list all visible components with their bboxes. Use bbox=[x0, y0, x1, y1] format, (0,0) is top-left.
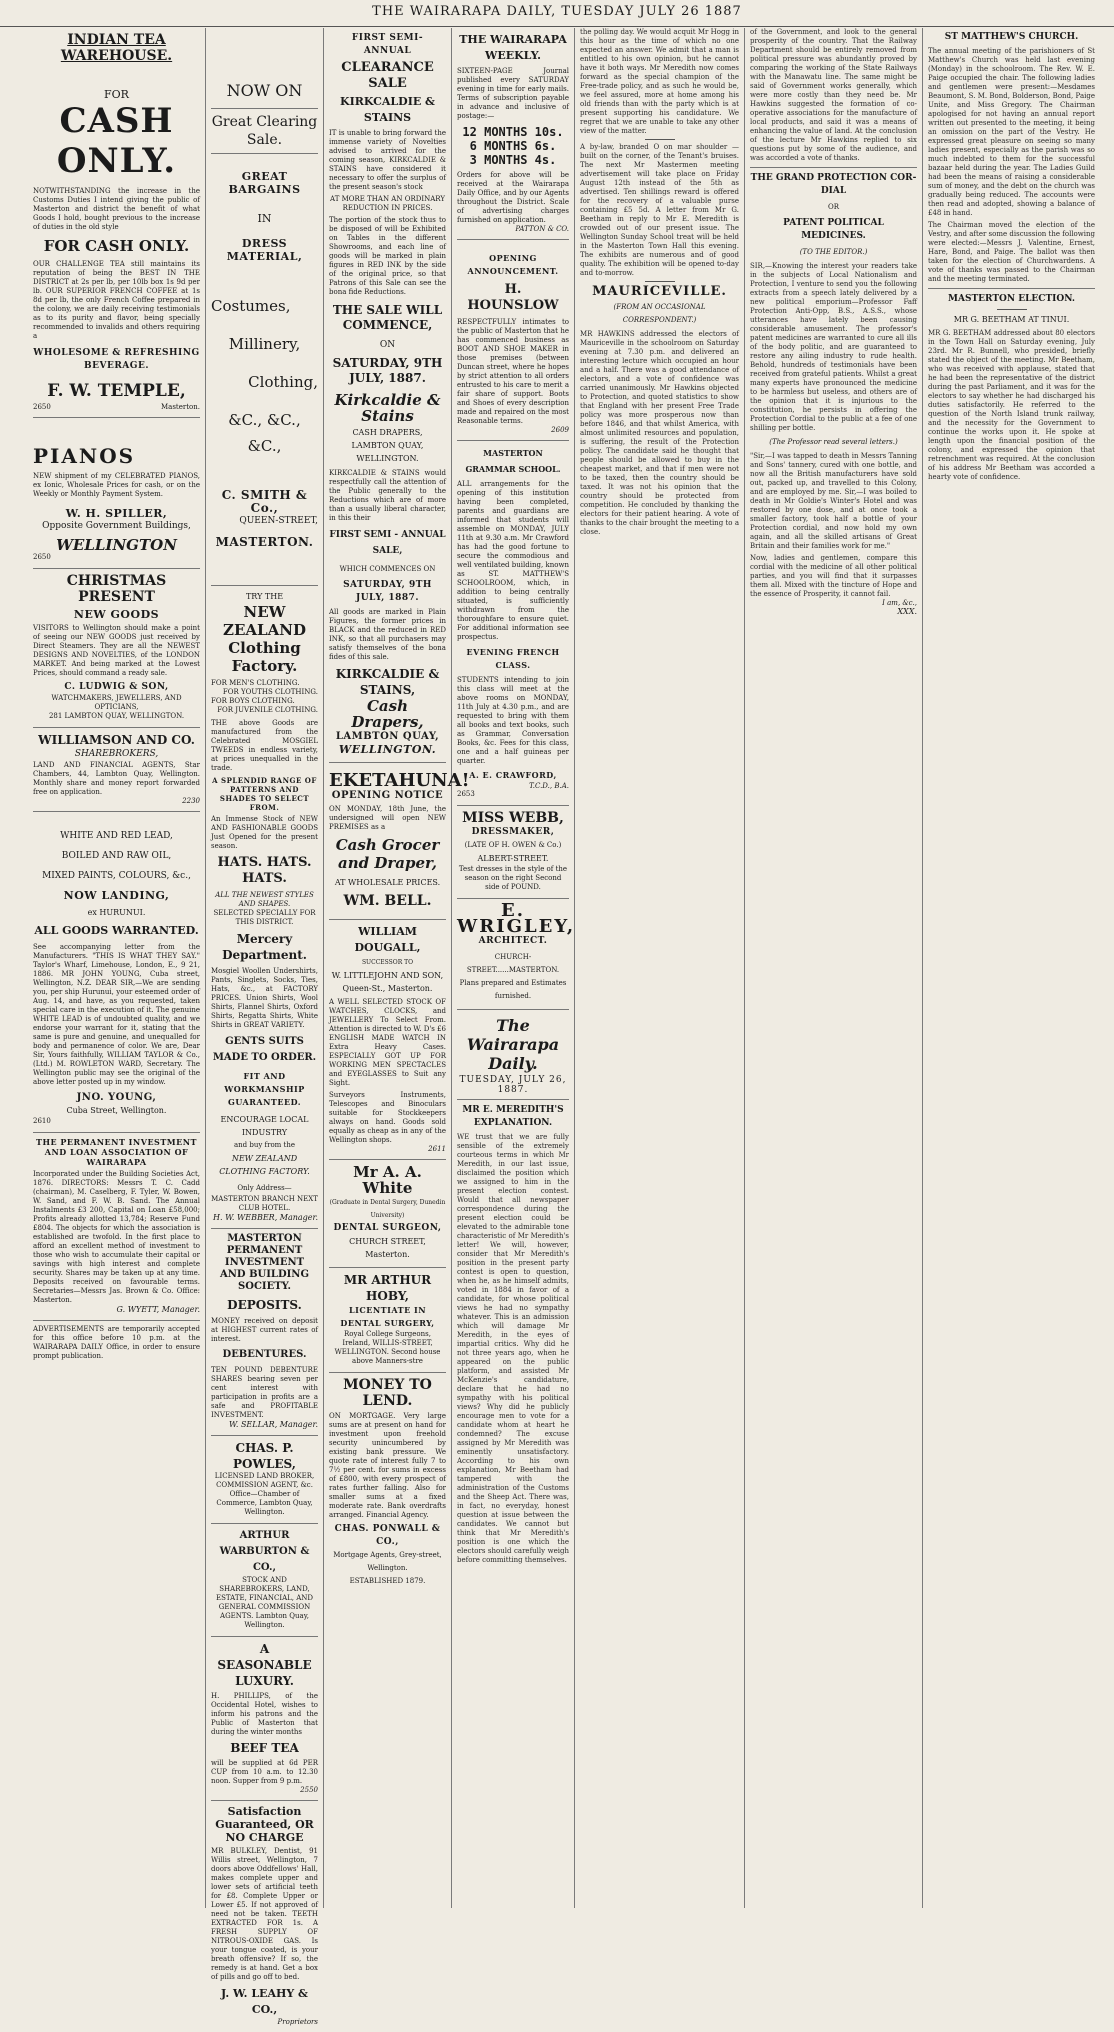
ad-headline: FOR CASH ONLY. bbox=[43, 237, 190, 255]
article-body: A by-law, branded O on mar shoulder — built on the corner, of the Tenant's bruises. The next Mr Mastermen meeting advertisement will take place on Friday August 12th instead of the 5th as advertised. Ten shillings reward is offered for the recovery of a valuable purse containing £5 5d. A letter from Mr G. Beetham in reply to Mr E. Meredith is crowded out of our present issue. The Wellington Sunday School treat will be held in the Masterton Town Hall this evening. The exhibits are numerous and of good quality. The exhibition will be opened to-day and to-morrow. bbox=[580, 143, 739, 277]
dateline: TUESDAY, JULY 26, 1887. bbox=[459, 1075, 567, 1095]
ad-body: OUR CHALLENGE TEA still maintains its reputation of being the BEST IN THE DISTRICT at 2s per lb, per 10lb box 1s 9d per lb. OUR SUPERIOR FRENCH COFFEE at 1s 8d per lb, the only French Coffee prepared in the colony, we are daily receiving testimonials as to its purity and flavor, being specially recommended to invalids and others requiring a bbox=[33, 260, 200, 340]
ad-body: STUDENTS intending to join this class will meet at the above rooms on MONDAY, 11th July at 4.30 p.m., and are requested to bring with them all books and text books, such as Grammar, Conversation Books, &c. Fees for this class, one and a half guineas per quarter. bbox=[457, 676, 569, 765]
ad-town: WELLINGTON. bbox=[356, 454, 419, 463]
ad-text: ex HURUNUI. bbox=[87, 908, 146, 917]
ad-text: Queen-St., Masterton. bbox=[342, 984, 433, 993]
ad-advertiser: F. W. TEMPLE, bbox=[47, 381, 186, 401]
ad-place: Masterton. bbox=[161, 403, 200, 411]
ad-advertiser: W. H. SPILLER, bbox=[65, 507, 168, 520]
ad-headline: Great Clearing Sale. bbox=[211, 114, 318, 148]
ad-ref: 2650 bbox=[33, 553, 51, 561]
ad-wairarapa-weekly bbox=[457, 28, 569, 240]
ad-dentist-bulkley bbox=[211, 1801, 318, 2032]
ad-text: Opposite Government Buildings, bbox=[42, 521, 191, 531]
ad-body: RESPECTFULLY intimates to the public of Masterton that he has commenced business as BOOT AND SHOE MAKER in those premises (between Duncan street, where he hopes by strict attention to all orders entrusted to his care to merit a fair share of support. Boots and Shoes of every description made and repaired on the most Reasonable terms. bbox=[457, 318, 569, 425]
ad-text: WHITE AND RED LEAD, bbox=[60, 831, 173, 841]
article-body: MR HAWKINS addressed the electors of Mauriceville in the schoolroom on Saturday evening at 7.30 p.m. and delivered an interesting lecture which occupied an hour and a half. There was a good attendance of electors, and a vote of confidence was carried unanimously. Mr Hawkins objected to Protection, and quoted statistics to show that England with her present Free Trade policy was more prosperous now than before 1846, and that whilst America, with almost unlimited resources and population, is suffering, the result of the Protection policy. The candidate said he thought that people should be allowed to buy in the cheapest market, and that if men were not to be taxed, then the country should be taxed. It was not his opinion that the country should be protected from competition. He concluded by thanking the electors for their patient hearing. A vote of thanks to the chair brought the meeting to a close. bbox=[580, 330, 739, 536]
ad-body: LAND AND FINANCIAL AGENTS, Star Chambers, 44, Lambton Quay, Wellington. Monthly share and money report forwarded free on application. bbox=[33, 761, 200, 796]
ad-title: OPENING ANNOUNCEMENT. bbox=[467, 253, 559, 276]
ad-text: IN bbox=[257, 212, 272, 225]
ad-body: Royal College Surgeons, Ireland, WILLIS-STREET, WELLINGTON. Second house above Manners-stre bbox=[334, 1330, 441, 1365]
ad-text: Costumes, bbox=[211, 297, 291, 315]
ad-text: ENCOURAGE LOCAL INDUSTRY bbox=[220, 1115, 309, 1137]
ad-signature: H. W. WEBBER, Manager. bbox=[213, 1213, 318, 1222]
ad-christmas-present bbox=[33, 569, 200, 728]
ad-body: VISITORS to Wellington should make a point of seeing our NEW GOODS just received by Direct Steamers. They are all the NEWEST DESIGNS AND NOVELTIES, of the LONDON MARKET. And being marked at the Lowest Prices, should command a ready sale. bbox=[33, 624, 200, 677]
ad-signature: PATTON & CO. bbox=[515, 225, 569, 233]
ad-ref: 2230 bbox=[182, 797, 200, 805]
ad-headline: BEEF TEA bbox=[230, 1741, 299, 1755]
ad-text: FIT AND WORKMANSHIP GUARANTEED. bbox=[224, 1071, 305, 1107]
ad-title: A SEASONABLE LUXURY. bbox=[217, 1642, 312, 1688]
ad-body: ON MORTGAGE. Very large sums are at present on hand for investment upon freehold security unincumbered by existing bank pressure. We quote rate of interest fully 7 to 7½ per cent. for sums in excess of £800, with every prospect of rates further falling. Also for smaller sums at a fixed moderate rate. Bank overdrafts arranged. Financial Agency. bbox=[329, 1412, 446, 1519]
ad-body: STOCK AND SHAREBROKERS, LAND, ESTATE, FINANCIAL, AND GENERAL COMMISSION AGENTS. Lambton Quay, Wellington. bbox=[215, 1576, 314, 1629]
ad-body: ON MONDAY, 18th June, the undersigned will open NEW PREMISES as a bbox=[329, 805, 446, 831]
ad-body: A WELL SELECTED STOCK OF WATCHES, CLOCKS, and JEWELLERY To Select From. Attention is directed to W. D's £6 ENGLISH MADE WATCH IN Extra Heavy Cases. ESPECIALLY GOT UP FOR WORKING MEN SPECTACLES and EYEGLASSES to Suit any Sight. bbox=[329, 998, 446, 1087]
ad-title: WILLIAMSON AND CO. bbox=[38, 733, 195, 747]
ad-body: H. PHILLIPS, of the Occidental Hotel, wishes to inform his patrons and the Public of Masterton that during the winter months bbox=[211, 1692, 318, 1736]
ad-advertiser: MISS WEBB, bbox=[462, 810, 564, 826]
article-title: MR E. MEREDITH'S EXPLANATION. bbox=[462, 1105, 564, 1128]
ad-ref: 2550 bbox=[300, 1786, 318, 1794]
ad-text: Mortgage Agents, Grey-street, Wellington. bbox=[333, 1551, 442, 1572]
ad-text: ON bbox=[379, 340, 396, 350]
ad-body: An Immense Stock of NEW AND FASHIONABLE GOODS Just Opened for the present season. bbox=[211, 815, 318, 850]
ad-headline: DEBENTURES. bbox=[222, 1349, 307, 1360]
ad-headline: THE SALE WILL COMMENCE, bbox=[332, 303, 443, 332]
ad-advertiser: KIRKCALDIE & STAINS, bbox=[335, 667, 440, 697]
ad-body: ADVERTISEMENTS are temporarily accepted for this office before 10 p.m. at the WAIRARAPA DAILY Office, in order to ensure prompt publication. bbox=[33, 1325, 200, 1360]
article-title: MAURICEVILLE. bbox=[592, 284, 727, 299]
ad-body: Test dresses in the style of the season on the right Second side of POUND. bbox=[458, 865, 568, 891]
ad-text: AT MORE THAN AN ORDINARY REDUCTION IN PRICES. bbox=[330, 195, 445, 212]
ad-body: Surveyors Instruments, Telescopes and Binoculars suitable for Stockkeepers always on hand. Goods sold equally as cheap as in any of the Wellington shops. bbox=[329, 1091, 446, 1144]
article-body: The annual meeting of the parishioners of St Matthew's Church was held last evening (Monday) in the schoolroom. The Rev. W. E. Paige occupied the chair. The following ladies and gentlemen were present:—Mesdames Beaumont, S. M. Bond, Bolderson, Bond, Paige Unite, and Miss Gregory. The Chairman apologised for not having an annual report written out presented to the meeting, it being an omission on the part of the Vestry. He expressed great pleasure on seeing so many ladies present, especially as the parish was so much indebted to them for the successful bazaar held during the year. The Ladies Guild had been the means of raising a considerable sum of money, and the debt on the church was gradually being reduced. The accounts were then read and adopted, showing a balance of £48 in hand. bbox=[928, 47, 1095, 217]
article-title: MASTERTON ELECTION. bbox=[948, 294, 1075, 304]
ad-headline: CASH ONLY. bbox=[56, 101, 177, 181]
ad-body: SIXTEEN-PAGE Journal published every SATURDAY evening in time for early mails. Terms of subscription payable in advance and inclusive of postage:— bbox=[457, 67, 569, 120]
ad-text: OPENING NOTICE bbox=[331, 790, 444, 801]
column-5 bbox=[575, 28, 745, 1908]
ad-headline: ALL GOODS WARRANTED. bbox=[34, 924, 199, 937]
ad-text: GREAT BARGAINS bbox=[228, 170, 301, 196]
ad-text: W. LITTLEJOHN AND SON, bbox=[331, 971, 444, 980]
ad-text: MASTERTON BRANCH NEXT CLUB HOTEL. bbox=[211, 1195, 318, 1212]
ad-money-to-lend bbox=[329, 1373, 446, 1594]
ad-town: WELLINGTON bbox=[56, 536, 177, 554]
ad-advertiser: KIRKCALDIE & STAINS bbox=[340, 95, 435, 124]
ad-text: (LATE OF H. OWEN & Co.) bbox=[464, 841, 562, 849]
ad-headline: EVENING FRENCH CLASS. bbox=[466, 647, 560, 670]
ad-text: Plans prepared and Estimates furnished. bbox=[459, 979, 567, 1000]
ad-body: LICENSED LAND BROKER, COMMISSION AGENT, &c. Office—Chamber of Commerce, Lambton Quay, Wellington. bbox=[214, 1472, 315, 1516]
ad-kirkcaldie-stains bbox=[329, 28, 446, 763]
ad-title: THE WAIRARAPA WEEKLY. bbox=[459, 33, 567, 62]
ad-advertiser: J. W. LEAHY & CO., bbox=[221, 1987, 308, 2016]
article-body: Now, ladies and gentlemen, compare this cordial with the medicine of all other political parties, and you will find that it surpasses them all. Mixed with the tincture of Hope and the essence of Prosperity, it cannot fail. bbox=[750, 554, 917, 598]
article-signoff: I am, &c., bbox=[882, 599, 917, 607]
ad-text: Clothing, bbox=[248, 373, 318, 391]
ad-rate: 6 MONTHS 6s. bbox=[469, 139, 557, 153]
ad-town: WELLINGTON. bbox=[338, 743, 437, 756]
ad-body: will be supplied at 6d PER CUP from 10 a.m. to 12.30 noon. Supper from 9 p.m. bbox=[211, 1759, 318, 1785]
ad-title: MASTERTON PERMANENT INVESTMENT AND BUILDING SOCIETY. bbox=[220, 1233, 309, 1292]
ad-advertiser: H. HOUNSLOW bbox=[467, 282, 559, 313]
ad-text: DRESSMAKER, bbox=[471, 827, 555, 837]
ad-headline: Cash Grocer and Draper, bbox=[335, 836, 440, 872]
ad-advertiser: E. WRIGLEY, bbox=[457, 900, 576, 937]
ad-body: MONEY received on deposit at HIGHEST current rates of interest. bbox=[211, 1317, 318, 1343]
ad-title: THE PERMANENT INVESTMENT AND LOAN ASSOCIATION OF WAIRARAPA bbox=[36, 1137, 197, 1167]
ad-text: SELECTED SPECIALLY FOR THIS DISTRICT. bbox=[213, 909, 316, 926]
ad-pianos bbox=[33, 418, 200, 569]
ad-town: MASTERTON. bbox=[215, 535, 314, 549]
ad-body: See accompanying letter from the Manufacturers. "THIS IS WHAT THEY SAY." Taylor's Wharf, Limehouse, London, E., 9 21, 1886. MR JOHN YOUNG, Cuba street, Wellington, N.Z. DEAR SIR,—We are sending you, per ship Hurunui, your esteemed order of Aug. 14, and have, as you requested, taken special care in the execution of it. The genuine WHITE LEAD is of undoubted quality, and we endorse your warrant for it, stating that the same is pure and genuine, and unequalled for body and permanence of color. We are, Dear Sir, Yours faithfully, WILLIAM TAYLOR & Co., (Ltd.) M. ROWLETON WARD, Secretary. The Wellington public may see the original of the above letter posted up in my window. bbox=[33, 943, 200, 1086]
ad-indian-tea-warehouse bbox=[33, 28, 200, 418]
ad-advertiser: A. E. CRAWFORD, bbox=[469, 770, 557, 780]
ad-title: EKETAHUNA! bbox=[329, 770, 470, 791]
ad-text: CHURCH STREET, Masterton. bbox=[349, 1237, 426, 1259]
ad-text: LICENTIATE IN DENTAL SURGERY, bbox=[340, 1305, 435, 1328]
newspaper-nameplate: The Wairarapa Daily. bbox=[466, 1016, 560, 1073]
ad-body: TEN POUND DEBENTURE SHARES bearing seven per cent interest with participation in profits are a safe and PROFITABLE INVESTMENT. bbox=[211, 1366, 318, 1419]
ad-body: NOTWITHSTANDING the increase in the Customs Duties I intend giving the public of Masterton and district the benefit of what Goods I hold, bought previous to the increase of duties in the old style bbox=[33, 187, 200, 231]
ad-text: FOR MEN'S CLOTHING. bbox=[211, 679, 300, 687]
ad-text: 281 LAMBTON QUAY, WELLINGTON. bbox=[48, 712, 185, 720]
ad-text: DRESS MATERIAL, bbox=[226, 237, 303, 263]
ad-williamson bbox=[33, 728, 200, 812]
ad-rate: 3 MONTHS 4s. bbox=[469, 153, 557, 167]
ad-text: NOW LANDING, bbox=[63, 889, 170, 902]
ad-advertiser: Kirkcaldie & Stains bbox=[334, 391, 441, 425]
ad-body: Incorporated under the Building Societies Act, 1876. DIRECTORS: Messrs T. C. Cadd (chairman), M. Caselberg, F. Tyler, W. Bowen, W. Sand, and F. W. B. Sand. The Annual Instalments £3 200, Capital on Loan £58,000; Profits already allotted 13,784; Reserve Fund £804. The objects for which the association is established are twofold. In the first place to afford an excellent method of investment to those who wish to accumulate their capital or savings with high interest and complete security. Shares may be taken up at any time. Deposits received on favourable terms. Secretaries—Messrs Jas. Brown & Co. Office: Masterton. bbox=[33, 1170, 200, 1304]
ad-text: SATURDAY, 9TH JULY, 1887. bbox=[343, 580, 432, 603]
ad-text: FOR bbox=[104, 88, 129, 101]
ad-advertiser: JNO. YOUNG, bbox=[76, 1092, 157, 1103]
ad-title: Satisfaction Guaranteed, OR NO CHARGE bbox=[215, 1805, 314, 1844]
ad-text: DENTAL SURGEON, bbox=[333, 1223, 442, 1233]
ad-body: Mosgiel Woollen Undershirts, Pants, Singlets, Socks, Ties, Hats, &c., at FACTORY PRICES. Union Shirts, Wool Shirts, Flannel Shirts, Oxford Shirts, Regatta Shirts, White Shirts in GREAT VARIETY. bbox=[211, 967, 318, 1029]
ad-text: WHOLESOME & REFRESHING BEVERAGE. bbox=[33, 348, 200, 371]
editorial-section bbox=[457, 1016, 569, 1565]
article-body: SIR,—Knowing the interest your readers take in the subjects of Local Nationalism and Protection, I venture to send you the following extracts from a speech lately delivered by a new political emporium—Professor Faff Protection Anti-Opp, B.S., A.S.S., whose utterances have lately been causing considerable amusement. The professor's patent medicines are warranted to cure all ills of the body politic, and are guaranteed to restore any ailing industry to rude health. Behold, hundreds of testimonials have been received from grateful patients. Whilst a great many experts have pronounced the medicine to be harmless but useless, and others are of the opinion that it is injurious to the constitution, he persists in offering the Protection Cordial to the public at a fee of one shilling per bottle. bbox=[750, 262, 917, 432]
ad-white-lead bbox=[33, 812, 200, 1133]
ad-text: FOR JUVENILE CLOTHING. bbox=[217, 706, 318, 714]
ad-ref: 2653 bbox=[457, 790, 475, 798]
ad-signature: G. WYETT, Manager. bbox=[116, 1305, 200, 1314]
ad-hounslow bbox=[457, 240, 569, 441]
ad-advertiser: C. LUDWIG & SON, bbox=[64, 682, 169, 692]
newspaper-masthead: THE WAIRARAPA DAILY, TUESDAY JULY 26 1887 bbox=[0, 0, 1114, 27]
ad-body: NEW shipment of my CELEBRATED PIANOS, ex Ionic, Wholesale Prices for cash, or on the Weekly or Monthly Payment System. bbox=[33, 472, 200, 498]
ad-title: PIANOS bbox=[33, 444, 136, 468]
ad-building-society bbox=[211, 1229, 318, 1436]
newspaper-page bbox=[28, 28, 1100, 2026]
ad-text: CHURCH-STREET......MASTERTON. bbox=[466, 953, 560, 974]
article-aside: (The Professor read several letters.) bbox=[769, 438, 898, 446]
ad-body: MR BULKLEY, Dentist, 91 Willis street, Wellington, 7 doors above Oddfellows' Hall, makes complete upper and lower sets of artificial teeth for £8. Complete Upper or Lower £5. If not approved of need not be taken. TEETH EXTRACTED FOR 1s. A FRESH SUPPLY OF NITROUS-OXIDE GAS. Is your tongue coated, is your breath offensive? If so, the remedy is at hand. Get a box of pills and go off to bed. bbox=[211, 1847, 318, 1981]
ad-headline: Mercery Department. bbox=[222, 932, 307, 962]
ad-body: The portion of the stock thus to be disposed of will be Exhibited on Tables in the different Showrooms, and each line of goods will be marked in plain figures in RED INK by the side of the original price, so that Patrons of this Sale can see the bona fide Reductions. bbox=[329, 216, 446, 296]
ad-body: Orders for above will be received at the Wairarapa Daily Office, and by our Agents throughout the District. Scale of advertising charges furnished on application. bbox=[457, 171, 569, 224]
ad-text: FOR YOUTHS CLOTHING. bbox=[222, 688, 318, 696]
ad-advertiser: MR ARTHUR HOBY, bbox=[343, 1273, 432, 1303]
ad-text: CASH DRAPERS, bbox=[352, 428, 423, 437]
ad-text: SHAREBROKERS, bbox=[74, 749, 159, 759]
ad-text: &C., &C., &C., bbox=[228, 411, 301, 455]
ad-headline: SATURDAY, 9TH JULY, 1887. bbox=[332, 356, 443, 385]
ad-text: NEW GOODS bbox=[73, 608, 160, 621]
ad-wrigley bbox=[457, 899, 576, 1010]
ad-seasonable-luxury bbox=[211, 1637, 318, 1801]
article-subtitle: OR bbox=[827, 203, 839, 211]
ad-body: KIRKCALDIE & STAINS would respectfully call the attention of the Public generally to the Reductions which are of more than a usually liberal character, in this their bbox=[329, 469, 446, 522]
ad-text: MIXED PAINTS, COLOURS, &c., bbox=[42, 871, 191, 881]
ad-text: SUCCESSOR TO bbox=[361, 959, 414, 966]
ad-title: MONEY TO LEND. bbox=[343, 1377, 432, 1409]
ad-text: ALBERT-STREET. bbox=[477, 854, 549, 863]
ad-title: INDIAN TEA WAREHOUSE. bbox=[60, 32, 173, 64]
ad-text: ARCHITECT. bbox=[478, 936, 548, 946]
ad-dentist-white bbox=[329, 1160, 446, 1268]
ad-text: Proprietors bbox=[277, 2018, 318, 2026]
ad-text: Only Address— bbox=[237, 1184, 292, 1192]
ad-text: QUEEN-STREET, bbox=[239, 516, 318, 526]
column-4 bbox=[452, 28, 575, 1908]
ad-text: ESTABLISHED 1879. bbox=[349, 1577, 426, 1585]
ad-text: TRY THE bbox=[245, 592, 284, 601]
ad-advertiser: CHAS. P. POWLES, bbox=[233, 1441, 296, 1471]
ad-text: NEW ZEALAND CLOTHING FACTORY. bbox=[219, 1154, 310, 1176]
ad-text: WATCHMAKERS, JEWELLERS, AND OPTICIANS, bbox=[51, 694, 182, 711]
ad-ref: 2650 bbox=[33, 403, 51, 411]
ad-text: Millinery, bbox=[228, 335, 301, 353]
ad-ref: 2611 bbox=[428, 1145, 446, 1153]
ad-title: CLEARANCE SALE bbox=[341, 60, 434, 91]
ad-text: ALL THE NEWEST STYLES AND SHAPES. bbox=[215, 891, 314, 908]
column-6 bbox=[745, 28, 923, 1908]
article-byline: (FROM AN OCCASIONAL CORRESPONDENT.) bbox=[613, 303, 706, 324]
article-body: of the Government, and look to the general prosperity of the country. That the Railway Department should be entirely removed from political pressure was abundantly proved by comparing the working of the State Railways with the Manawatu line. The same might be said of Government works generally, which were more costly than they need be. Mr Hawkins suggested the formation of co-operative associations for the manufacture of local products, and said it was a means of enhancing the value of land. At the conclusion of the lecture Mr Hawkins replied to six questions put by some of the audience, and was accorded a vote of thanks. bbox=[750, 28, 917, 162]
ad-headline: GENTS SUITS MADE TO ORDER. bbox=[212, 1036, 317, 1063]
ad-advertiser: Mr A. A. White bbox=[353, 1163, 422, 1197]
ad-title: MASTERTON GRAMMAR SCHOOL. bbox=[465, 448, 561, 474]
ad-grammar-school bbox=[457, 441, 569, 806]
ad-headline: DEPOSITS. bbox=[227, 1298, 302, 1312]
ad-rate: 12 MONTHS 10s. bbox=[462, 125, 564, 139]
ad-miss-webb bbox=[457, 806, 569, 899]
ad-text: LAMBTON QUAY, bbox=[335, 731, 440, 742]
column-7 bbox=[923, 28, 1100, 1908]
ad-text: BOILED AND RAW OIL, bbox=[61, 851, 172, 861]
ad-clearing-sale bbox=[211, 28, 318, 586]
ad-text: T.C.D., B.A. bbox=[529, 782, 569, 790]
ad-text: NOW ON bbox=[226, 81, 303, 100]
ad-text: LAMBTON QUAY, bbox=[351, 441, 424, 450]
ad-text: Cash Drapers, bbox=[351, 697, 424, 731]
article-title: ST MATTHEW'S CHURCH. bbox=[944, 32, 1079, 42]
article-title: THE GRAND PROTECTION COR-DIAL bbox=[750, 173, 917, 196]
article-body: The Chairman moved the election of the Vestry, and after some discussion the following were elected:—Messrs J. Valentine, Ernest, Hare, Bond, and Paige. The ballot was then taken for the election of Churchwardens. A vote of thanks was passed to the Chairman and the meeting terminated. bbox=[928, 221, 1095, 283]
ad-headline: HATS. HATS. HATS. bbox=[217, 855, 312, 886]
ad-text: WHICH COMMENCES ON bbox=[339, 565, 436, 573]
ad-body: IT is unable to bring forward the immense variety of Novelties advised to arrived for the coming season, KIRKCALDIE & STAINS have considered it necessary to offer the surplus of the present season's stock bbox=[329, 129, 446, 191]
ad-advertiser: WILLIAM DOUGALL, bbox=[354, 925, 421, 954]
ad-dentist-hoby bbox=[329, 1268, 446, 1373]
ad-ref: 2609 bbox=[551, 426, 569, 434]
ad-clothing-factory bbox=[211, 586, 318, 1229]
ad-body: THE above Goods are manufactured from the Celebrated MOSGIEL TWEEDS in endless variety, at prices unequalled in the trade. bbox=[211, 719, 318, 772]
ad-body: All goods are marked in Plain Figures, the former prices in BLACK and the reduced in RED INK, so that all purchasers may satisfy themselves of the bona fides of this sale. bbox=[329, 608, 446, 661]
ad-advertiser: ARTHUR WARBURTON & CO., bbox=[219, 1530, 310, 1573]
column-1 bbox=[28, 28, 206, 1908]
ad-title: NEW ZEALAND Clothing Factory. bbox=[223, 603, 306, 675]
ad-body: ALL arrangements for the opening of this institution having been completed, parents and guardians are informed that students will assemble on MONDAY, JULY 11th at 9.30 a.m. Mr Crawford has had the good fortune to secure the commodious and well ventilated building, known as ST. MATTHEW'S SCHOOLROOM, which, in addition to being centrally situated, is sufficiently withdrawn from the thoroughfare to ensure quiet. For additional information see prospectus. bbox=[457, 480, 569, 641]
ad-text: Cuba Street, Wellington. bbox=[66, 1106, 167, 1115]
column-2 bbox=[206, 28, 324, 2026]
article-subtitle: MR G. BEETHAM AT TINUI. bbox=[953, 315, 1070, 324]
ad-text: A SPLENDID RANGE OF PATTERNS AND SHADES TO SELECT FROM. bbox=[212, 776, 317, 812]
ad-text: AT WHOLESALE PRICES. bbox=[334, 878, 441, 887]
ad-powles bbox=[211, 1436, 318, 1524]
article-subtitle: PATENT POLITICAL MEDICINES. bbox=[783, 218, 884, 241]
ad-text: FIRST SEMI-ANNUAL bbox=[351, 33, 424, 56]
ad-william-dougall bbox=[329, 920, 446, 1160]
ad-advertiser: C. SMITH & Co., bbox=[221, 488, 308, 515]
ad-advertiser: WM. BELL. bbox=[343, 893, 432, 909]
ad-text: and buy from the bbox=[233, 1141, 296, 1149]
ad-permanent-investment bbox=[33, 1133, 200, 1321]
article-body: the polling day. We would acquit Mr Hogg in this hour as the time of which no one expected an answer. We admit that a man is entitled to his own opinion, but he cannot have it both ways. Mr Meredith now comes forward as the special champion of the Free-trade policy, and as such he would be, we feel assured, more at home among his old friends than with the party which is at present supporting his candidature. We regret that we are unable to take any other view of the matter. bbox=[580, 28, 739, 135]
ad-text: FOR BOYS CLOTHING. bbox=[211, 697, 295, 705]
ad-title: CHRISTMAS PRESENT bbox=[66, 573, 167, 605]
ad-warburton bbox=[211, 1524, 318, 1637]
article-body: WE trust that we are fully sensible of the extremely courteous terms in which Mr Meredith, in our last issue, disclaimed the position which we assigned to him in the present election contest. Would that all newspaper correspondence during the present election could be elevated to the admirable tone characteristic of Mr Meredith's letter! We will, however, consider that Mr Meredith's position in the present party contest is open to question, when he, as he himself admits, voted in 1884 in favor of a candidate, for whose political views he had no sympathy whatever. This is an admission which will damage Mr Meredith, in the eyes of impartial critics. Why did he not three years ago, when he appeared on the public platform, and assisted Mr McKenzie's candidature, declare that he had no sympathy with his political views? Why did he publicly encourage men to vote for a candidate whom at heart he condemned? The excuse assigned by Mr Meredith was eminently unsatisfactory. According to his own explanation, Mr Beetham had tampered with the administration of the Customs and the Sheep Act. There was, in fact, no everyday, honest question at issue between the candidates. We cannot but think that Mr Meredith's position is one which the electors should carefully weigh before committing themselves. bbox=[457, 1133, 569, 1564]
ad-notice bbox=[33, 1321, 200, 1367]
article-body: MR G. BEETHAM addressed about 80 electors in the Town Hall on Saturday evening, July 23rd. Mr R. Bunnell, who presided, briefly stated the object of the meeting. Mr Beetham, who was received with applause, stated that he had been the representative of the district during the past Parliament, and it was for the electors to say whether he had discharged his duties satisfactorily. He referred to the question of the North Island trunk railway, and the necessity for the Government to continue the works upon it. He spoke at length upon the financial position of the colony, and expressed the opinion that retrenchment was required. At the conclusion of his address Mr Beetham was accorded a hearty vote of confidence. bbox=[928, 329, 1095, 481]
ad-advertiser: CHAS. PONWALL & CO., bbox=[334, 1524, 441, 1547]
article-byline: (TO THE EDITOR.) bbox=[799, 248, 868, 256]
ad-headline: FIRST SEMI - ANNUAL SALE, bbox=[329, 530, 446, 556]
ad-signature: W. SELLAR, Manager. bbox=[229, 1420, 318, 1429]
ad-text: (Graduate in Dental Surgery, Dunedin University) bbox=[329, 1199, 446, 1219]
ad-ref: 2610 bbox=[33, 1117, 51, 1125]
article-signature: XXX. bbox=[897, 607, 917, 616]
article-body: "Sir,—I was tapped to death in Messrs Tanning and Sons' tannery, cured with one bottle, and now all the British manufacturers have sold out, packed up, and travelled to this Colony, and are employed by me. Sir,—I was boiled to death in Mr Goldie's Winter's Hotel and was restored by one dose, and at once took a smaller factory, took half a bottle of your Protection cordial, and now hold my own again, and all the skilled artisans of Great Britain and their families work for me." bbox=[750, 452, 917, 550]
